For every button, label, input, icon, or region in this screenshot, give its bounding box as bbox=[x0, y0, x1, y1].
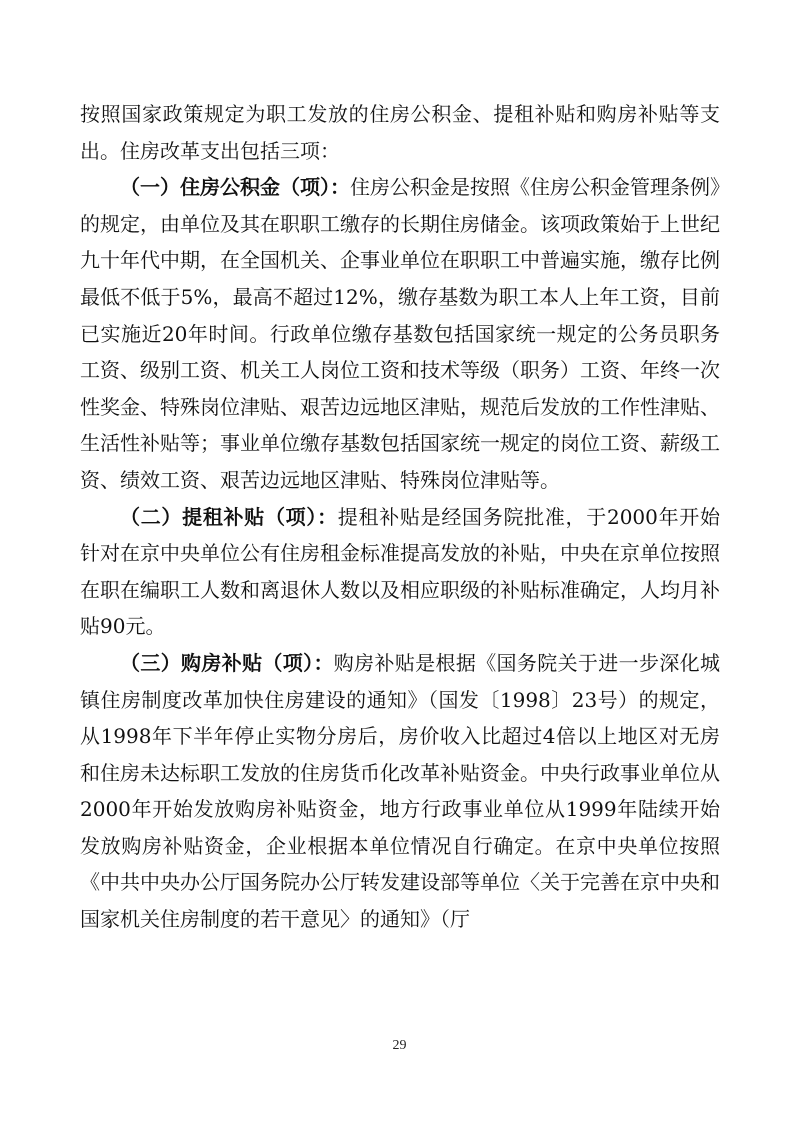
paragraph-rent-subsidy bbox=[80, 499, 720, 645]
heading-housing-fund: （一）住房公积金（项）： bbox=[120, 175, 350, 200]
paragraph-housing-fund-text: 住房公积金是按照《住房公积金管理条例》的规定，由单位及其在职职工缴存的长期住房储金。该项政策始于上世纪九十年代中期，在全国机关、企事业单位在职职工中普遍实施，缴存比例最低不低于5%，最高不超过12%，缴存基数为职工本人上年工资，目前已实施近20年时间。行政单位缴存基数包括国家统一规定的公务员职务工资、级别工资、机关工人岗位工资和技术等级（职务）工资、年终一次性奖金、特殊岗位津贴、艰苦边远地区津贴，规范后发放的工作性津贴、生活性补贴等；事业单位缴存基数包括国家统一规定的岗位工资、薪级工资、绩效工资、艰苦边远地区津贴、特殊岗位津贴等。 bbox=[80, 175, 720, 492]
paragraph-intro bbox=[80, 96, 720, 169]
body-text bbox=[80, 96, 720, 938]
paragraph-housing-fund bbox=[80, 169, 720, 498]
page-number: 29 bbox=[392, 1038, 407, 1053]
paragraph-rent-subsidy-text: 提租补贴是经国务院批准，于2000年开始针对在京中央单位公有住房租金标准提高发放的补贴，中央在京单位按照在职在编职工人数和离退休人数以及相应职级的补贴标准确定，人均月补贴90元。 bbox=[80, 504, 720, 639]
paragraph-intro-text: 按照国家政策规定为职工发放的住房公积金、提租补贴和购房补贴等支出。住房改革支出包括三项： bbox=[80, 102, 720, 163]
heading-rent-subsidy: （二）提租补贴（项）： bbox=[120, 504, 338, 529]
heading-purchase-subsidy: （三）购房补贴（项）： bbox=[120, 650, 334, 675]
paragraph-purchase-subsidy-text: 购房补贴是根据《国务院关于进一步深化城镇住房制度改革加快住房建设的通知》（国发〔1998〕23号）的规定，从1998年下半年停止实物分房后，房价收入比超过4倍以上地区对无房和住房未达标职工发放的住房货币化改革补贴资金。中央行政事业单位从2000年开始发放购房补贴资金，地方行政事业单位从1999年陆续开始发放购房补贴资金，企业根据本单位情况自行确定。在京中央单位按照《中共中央办公厅国务院办公厅转发建设部等单位〈关于完善在京中央和国家机关住房制度的若干意见〉的通知》（厅 bbox=[80, 650, 721, 932]
paragraph-purchase-subsidy bbox=[80, 645, 720, 938]
